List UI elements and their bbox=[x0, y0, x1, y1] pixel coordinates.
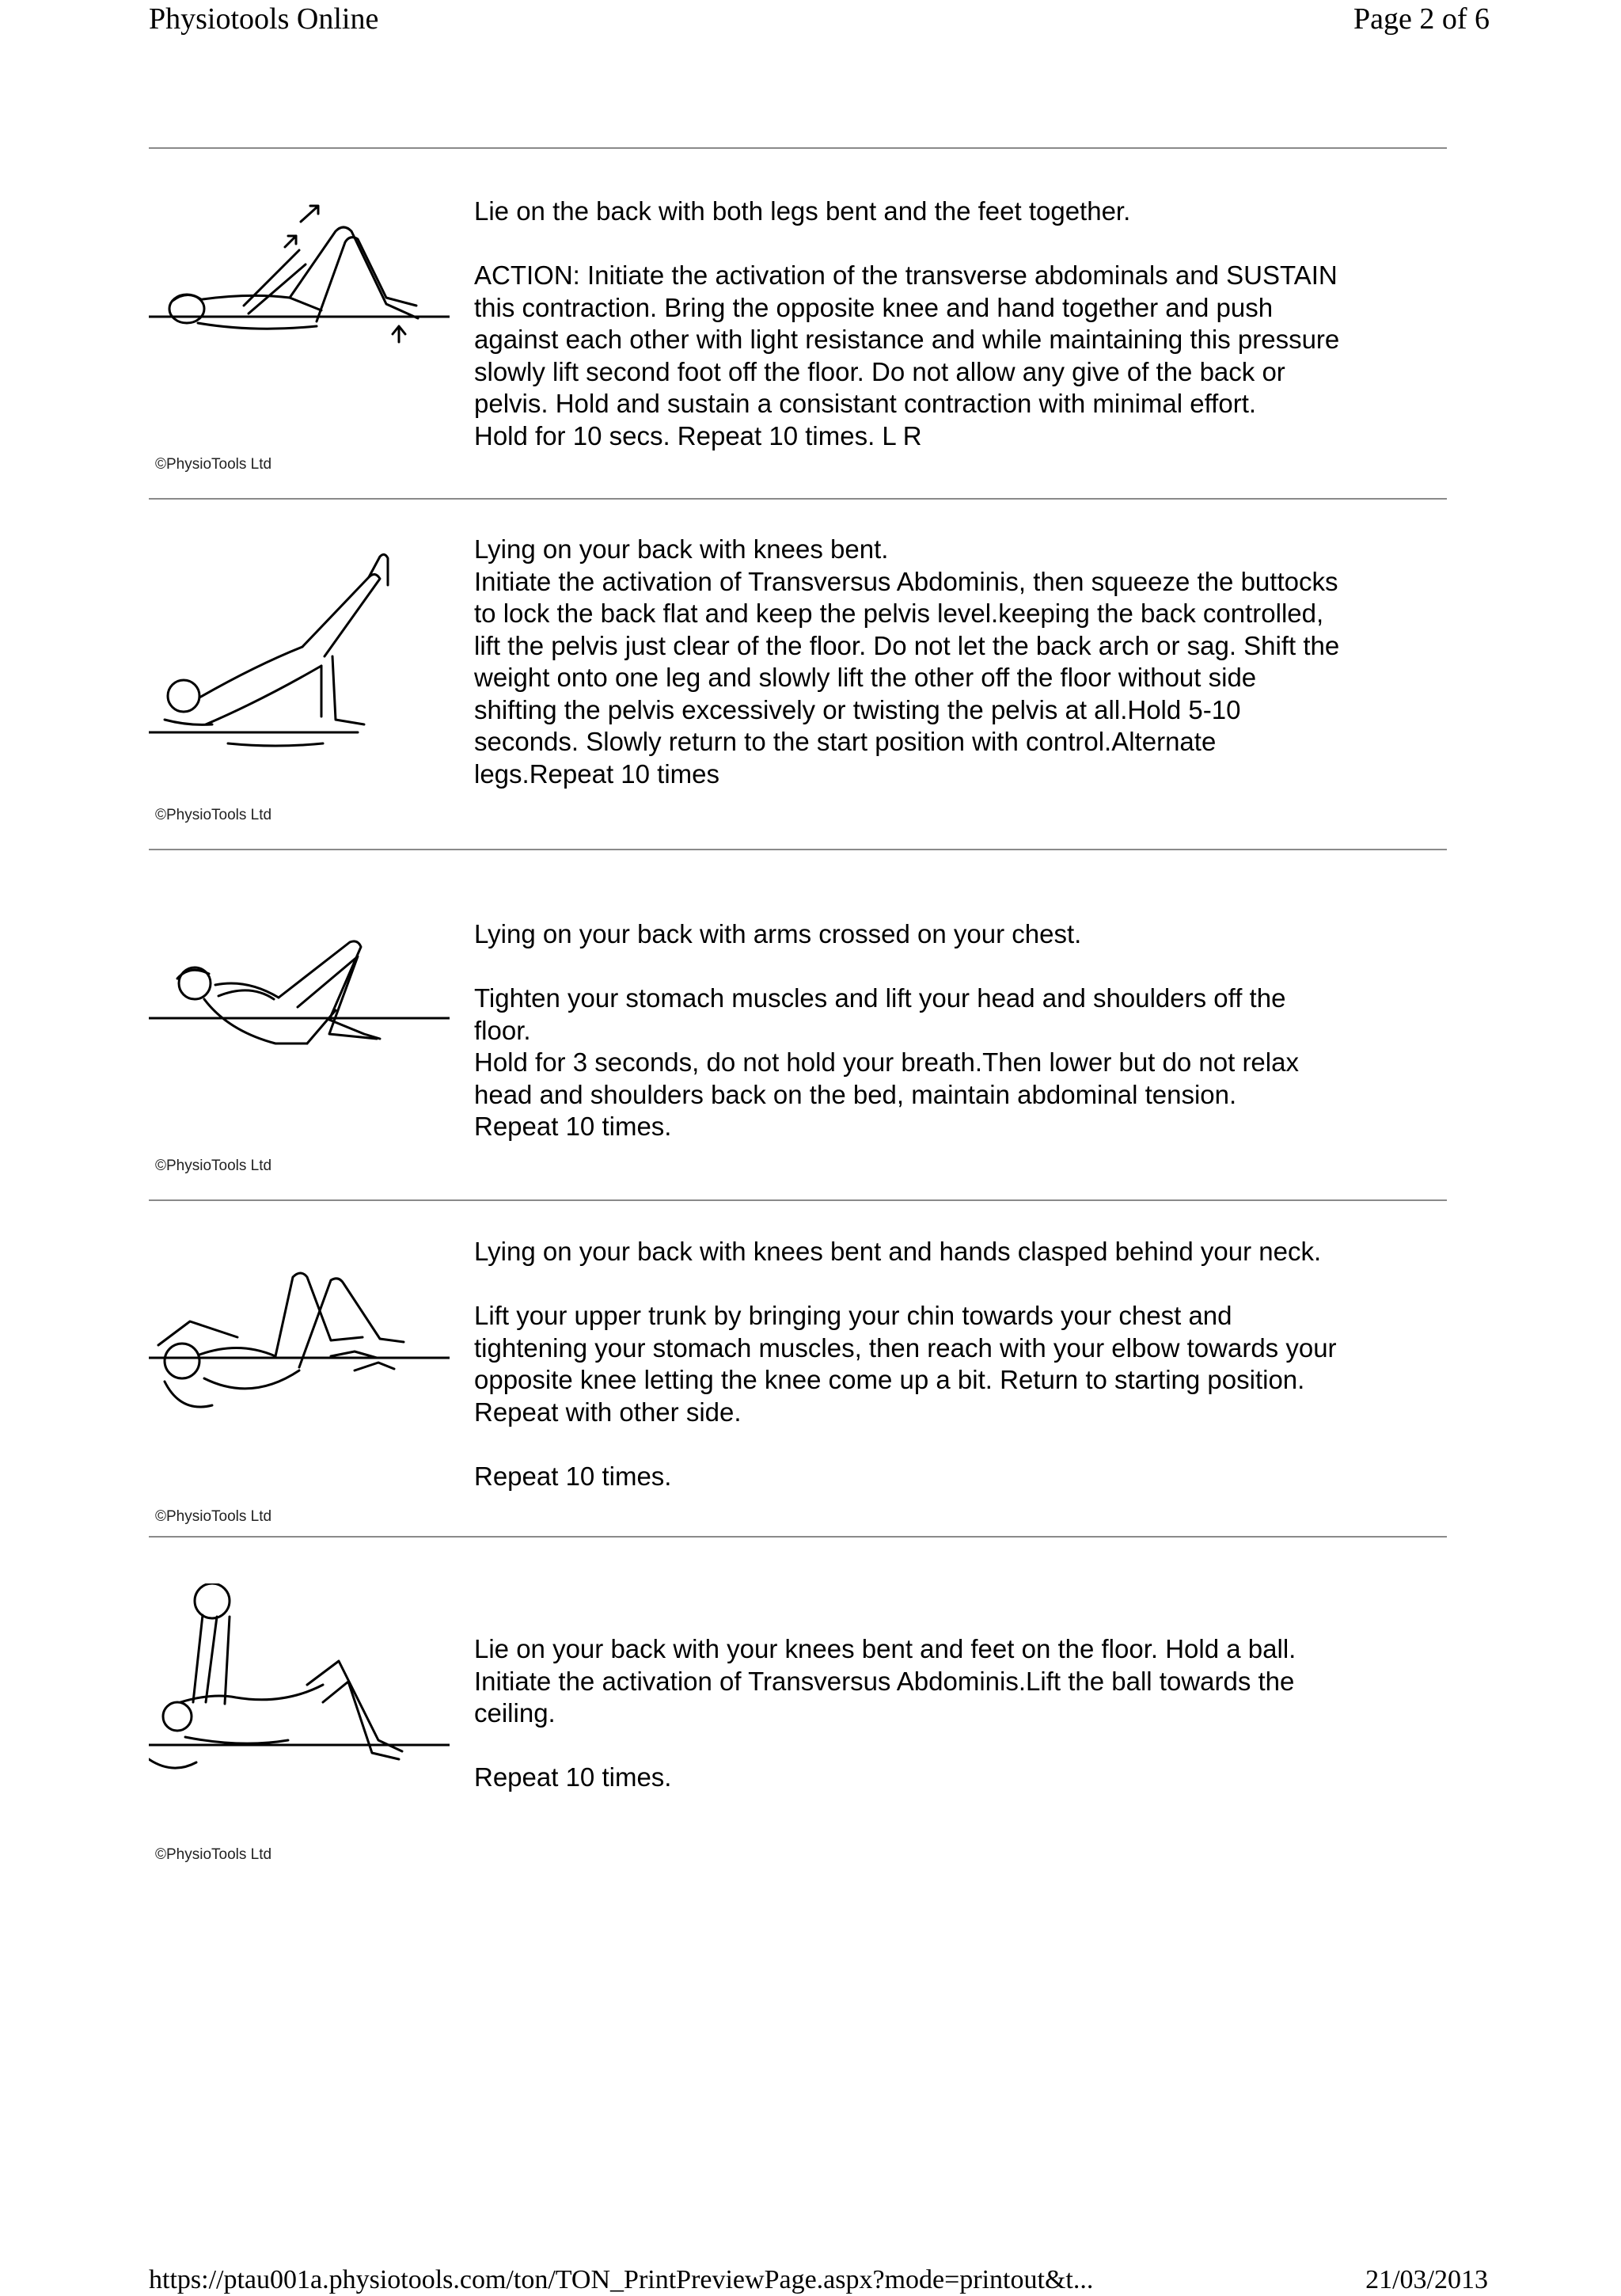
divider bbox=[149, 1199, 1447, 1201]
image-credit: ©PhysioTools Ltd bbox=[155, 1846, 272, 1863]
page-number: Page 2 of 6 bbox=[1353, 2, 1490, 36]
image-credit: ©PhysioTools Ltd bbox=[155, 456, 272, 473]
exercise-instructions: Lying on your back with knees bent. Initiate the activation of Transversus Abdominis, then squeeze the buttocks to lock the back flat and keep the pelvis level.keeping the back controlled, lift the pelvis just clear of the floor. Do not let the back arch or sag. Shift the weight onto one leg and slowly lift the other off the floor without side shifting the pelvis excessively or twisting the pelvis at all.Hold 5-10 seconds. Slowly return to the start position with control.Alternate legs.Repeat 10 times bbox=[474, 534, 1340, 789]
image-credit: ©PhysioTools Ltd bbox=[155, 807, 272, 823]
exercise-instructions: Lying on your back with knees bent and hands clasped behind your neck. Lift your upper trunk by bringing your chin towards your chest and tightening your stomach muscles, then reach with your elbow towards your opposite knee letting the knee come up a bit. Return to starting position. Repeat with other side. Repeat 10 times. bbox=[474, 1237, 1337, 1491]
print-date: 21/03/2013 bbox=[1365, 2265, 1488, 2294]
page-url: https://ptau001a.physiotools.com/ton/TON_PrintPreviewPage.aspx?mode=printout&t... bbox=[149, 2265, 1094, 2294]
divider bbox=[149, 147, 1447, 149]
image-credit: ©PhysioTools Ltd bbox=[155, 1158, 272, 1174]
divider bbox=[149, 498, 1447, 500]
single-leg-bridge-illustration bbox=[149, 545, 450, 759]
site-title: Physiotools Online bbox=[149, 2, 379, 36]
crunch-arms-crossed-illustration bbox=[149, 937, 450, 1064]
divider bbox=[149, 1536, 1447, 1538]
supine-ball-lift-illustration bbox=[149, 1583, 450, 1805]
divider bbox=[149, 849, 1447, 850]
image-credit: ©PhysioTools Ltd bbox=[155, 1508, 272, 1525]
supine-knee-hand-press-illustration bbox=[149, 195, 450, 377]
exercise-instructions: Lying on your back with arms crossed on your chest. Tighten your stomach muscles and lift your head and shoulders off the floor. Hold for 3 seconds, do not hold your breath.Then lower but do not relax head and shoulders back on the bed, maintain abdominal tension. Repeat 10 times. bbox=[474, 919, 1299, 1141]
oblique-crunch-illustration bbox=[149, 1263, 450, 1437]
exercise-instructions: Lie on the back with both legs bent and the feet together. ACTION: Initiate the activation of the transverse abdominals and SUSTAIN this contraction. Bring the opposite knee and hand together and push against each other with light resistance and while maintaining this pressure slowly lift second foot off the floor. Do not allow any give of the back or pelvis. Hold and sustain a consistant contraction with minimal effort. Hold for 10 secs. Repeat 10 times. L R bbox=[474, 196, 1340, 450]
exercise-instructions: Lie on your back with your knees bent and feet on the floor. Hold a ball. Initiate the activation of Transversus Abdominis.Lift the ball towards the ceiling. Repeat 10 times. bbox=[474, 1634, 1296, 1792]
